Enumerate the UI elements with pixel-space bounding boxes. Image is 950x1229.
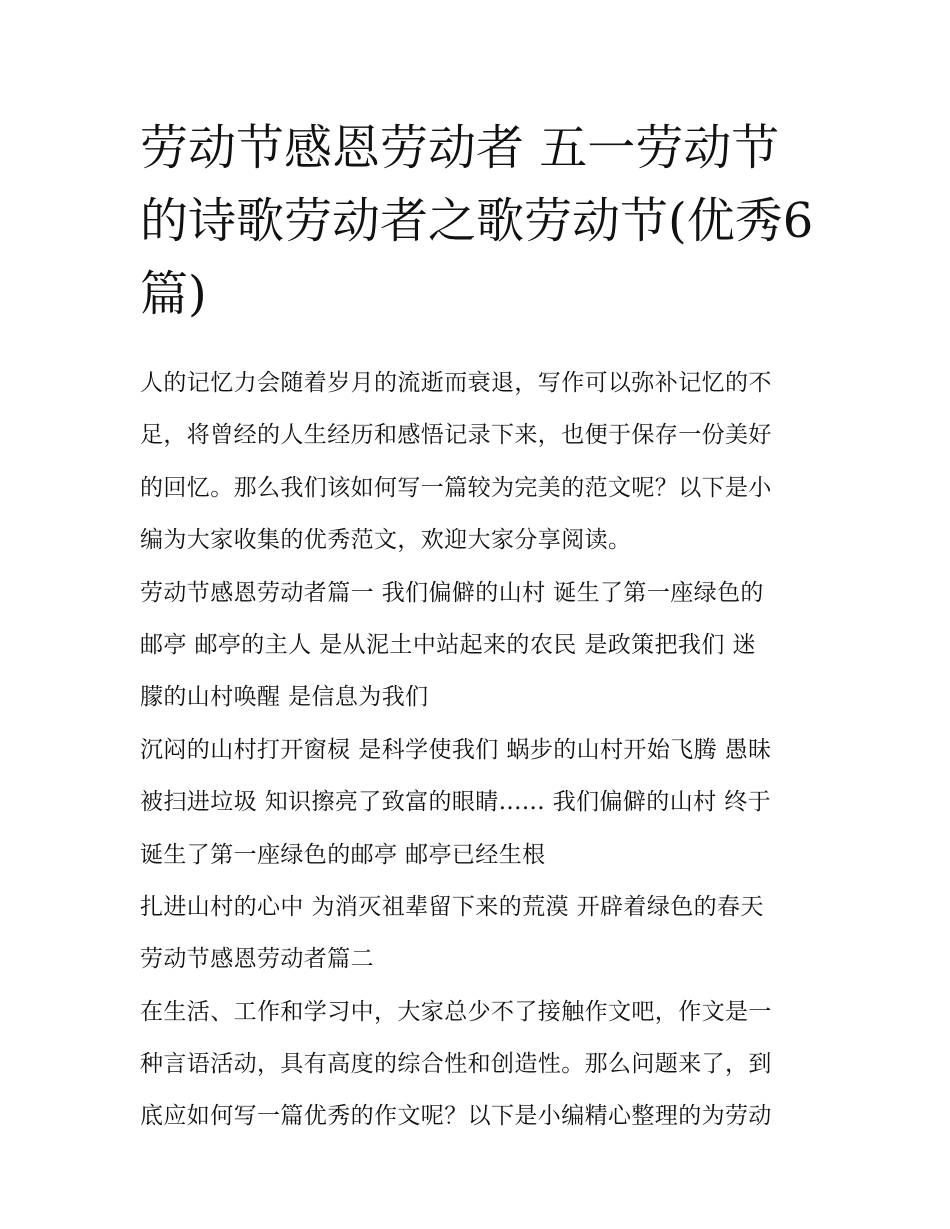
body-line: 人的记忆力会随着岁月的流逝而衰退，写作可以弥补记忆的不 (140, 370, 772, 396)
body-line: 种言语活动，具有高度的综合性和创造性。那么问题来了，到 (140, 1051, 772, 1078)
body-line: 被扫进垃圾 知识擦亮了致富的眼睛...... 我们偏僻的山村 终于 (140, 789, 771, 816)
body-line: 朦的山村唤醒 是信息为我们 (140, 684, 429, 711)
body-line: 足，将曾经的人生经历和感悟记录下来，也便于保存一份美好 (140, 422, 772, 449)
body-line: 在生活、工作和学习中，大家总少不了接触作文吧，作文是一 (140, 998, 772, 1025)
body-line: 邮亭 邮亭的主人 是从泥土中站起来的农民 是政策把我们 迷 (140, 631, 756, 658)
body-line: 的回忆。那么我们该如何写一篇较为完美的范文呢？以下是小 (140, 474, 772, 501)
body-line: 沉闷的山村打开窗棂 是科学使我们 蜗步的山村开始飞腾 愚昧 (140, 736, 772, 763)
body-line: 劳动节感恩劳动者篇一 我们偏僻的山村 诞生了第一座绿色的 (140, 579, 764, 606)
body-line: 底应如何写一篇优秀的作文呢？以下是小编精心整理的为劳动 (140, 1103, 772, 1130)
document-body (140, 357, 840, 1143)
document-title: 劳动节感恩劳动者 五一劳动节的诗歌劳动者之歌劳动节(优秀6篇) (140, 120, 814, 322)
body-line: 劳动节感恩劳动者篇二 (140, 946, 374, 973)
body-line: 诞生了第一座绿色的邮亭 邮亭已经生根 (140, 841, 546, 868)
body-line: 编为大家收集的优秀范文，欢迎大家分享阅读。 (140, 527, 632, 554)
body-line: 扎进山村的心中 为消灭祖辈留下来的荒漠 开辟着绿色的春天 (140, 893, 764, 920)
